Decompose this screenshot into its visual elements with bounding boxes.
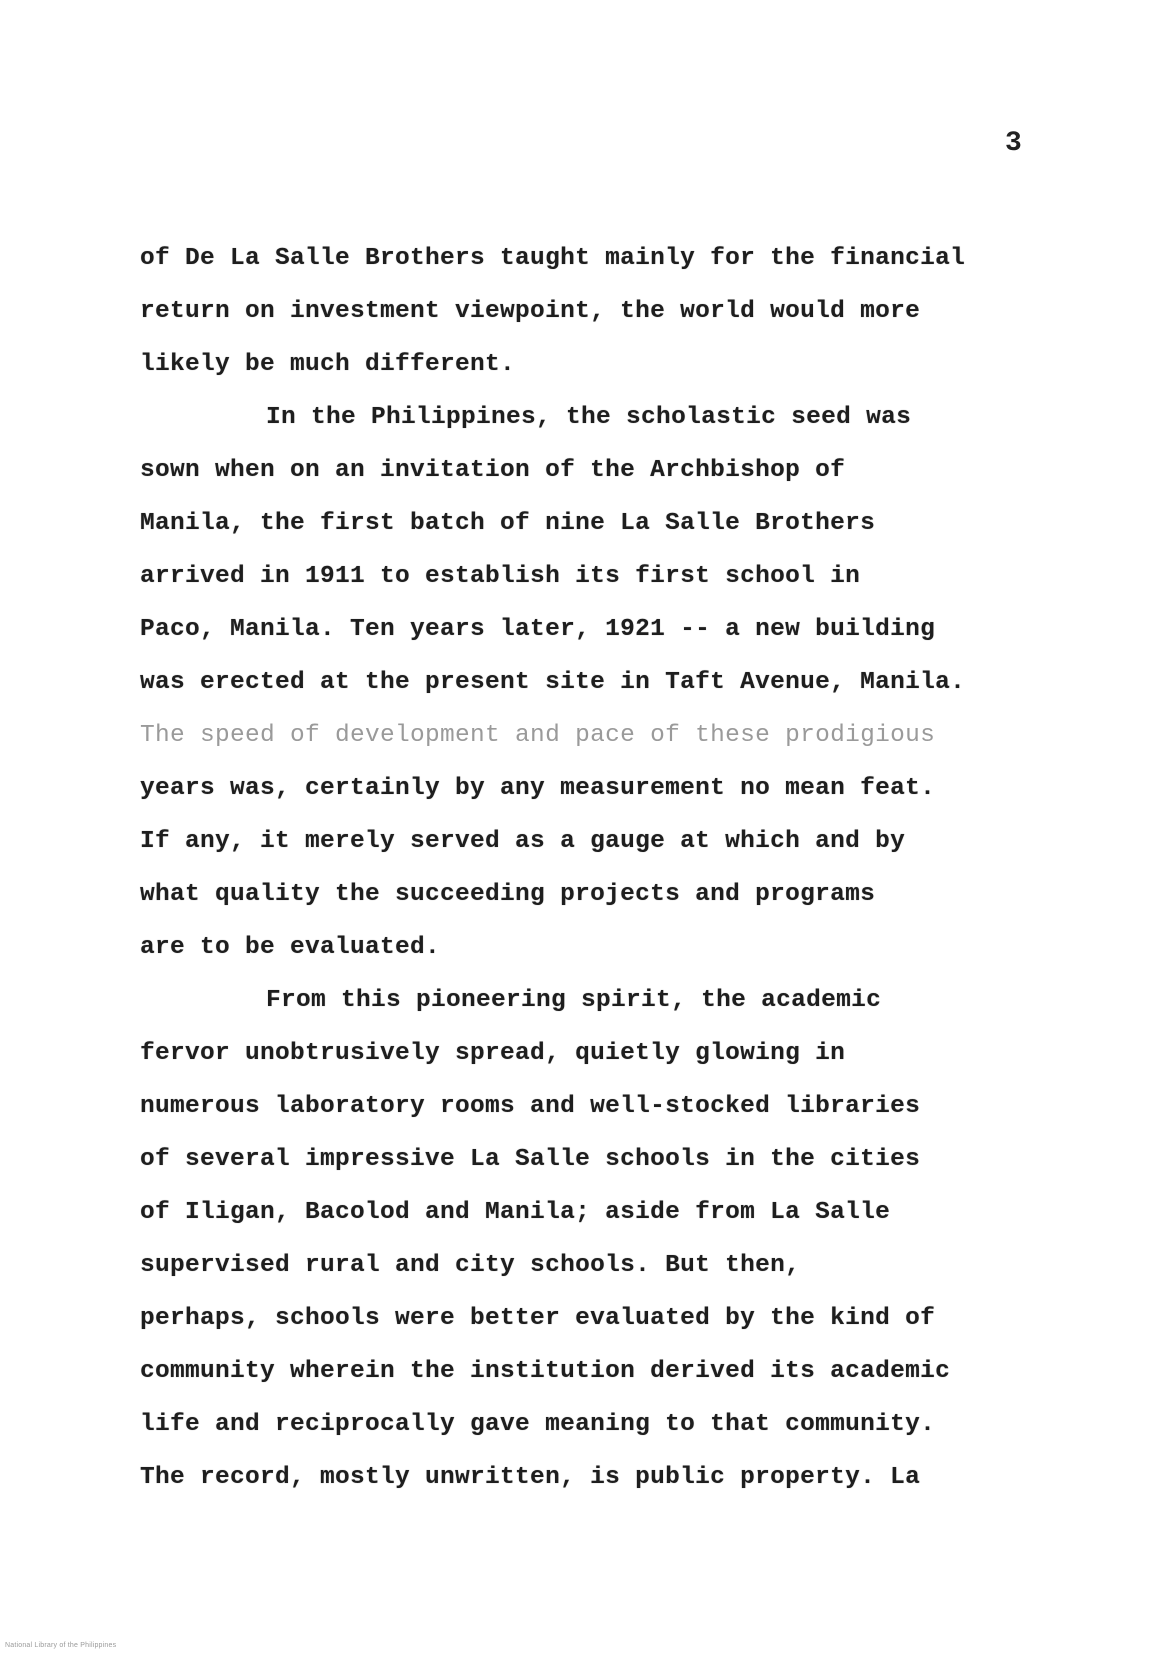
text-line: life and reciprocally gave meaning to that community.: [140, 1411, 936, 1438]
text-line: supervised rural and city schools. But then,: [140, 1252, 801, 1279]
text-line: community wherein the institution derived its academic: [140, 1358, 951, 1385]
text-line: arrived in 1911 to establish its first school in: [140, 563, 861, 590]
text-line: of Iligan, Bacolod and Manila; aside from La Salle: [140, 1199, 891, 1226]
text-line: If any, it merely served as a gauge at which and by: [140, 828, 906, 855]
text-line: are to be evaluated.: [140, 934, 441, 961]
paragraph-start-line: From this pioneering spirit, the academic: [266, 987, 882, 1014]
text-line: numerous laboratory rooms and well-stocked libraries: [140, 1093, 921, 1120]
text-line: likely be much different.: [140, 351, 516, 378]
faded-text-line: The speed of development and pace of these prodigious: [140, 722, 936, 749]
text-line: Paco, Manila. Ten years later, 1921 -- a new building: [140, 616, 936, 643]
body-text: [140, 232, 1040, 1504]
text-line: years was, certainly by any measurement no mean feat.: [140, 775, 936, 802]
text-line: was erected at the present site in Taft Avenue, Manila.: [140, 669, 966, 696]
text-line: Manila, the first batch of nine La Salle Brothers: [140, 510, 876, 537]
text-line: return on investment viewpoint, the world would more: [140, 298, 921, 325]
text-line: of De La Salle Brothers taught mainly for the financial: [140, 245, 966, 272]
text-line: The record, mostly unwritten, is public property. La: [140, 1464, 921, 1491]
paragraph-start-line: In the Philippines, the scholastic seed was: [266, 404, 912, 431]
text-line: fervor unobtrusively spread, quietly glowing in: [140, 1040, 846, 1067]
text-line: of several impressive La Salle schools in the cities: [140, 1146, 921, 1173]
footer-attribution: National Library of the Philippines: [5, 1642, 117, 1649]
text-line: perhaps, schools were better evaluated by the kind of: [140, 1305, 936, 1332]
page-number: 3: [1005, 128, 1022, 159]
text-line: sown when on an invitation of the Archbishop of: [140, 457, 846, 484]
text-line: what quality the succeeding projects and programs: [140, 881, 876, 908]
